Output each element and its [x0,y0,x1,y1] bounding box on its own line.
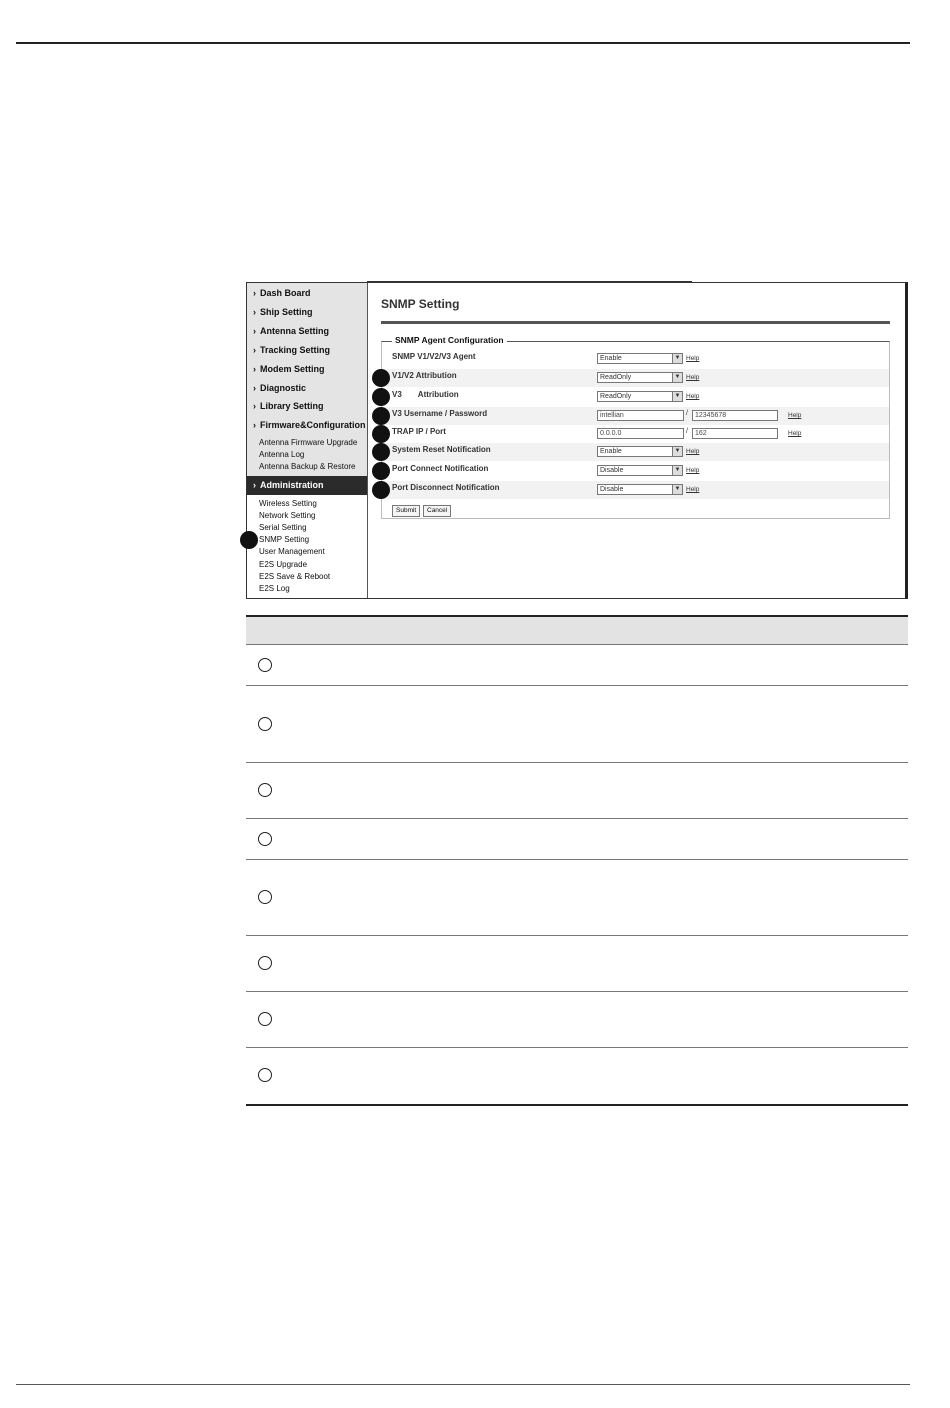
chevron-right-icon: › [253,480,256,490]
callout-marker-icon [372,425,390,443]
dropdown-arrow-icon: ▼ [672,485,682,494]
callout-marker-icon [240,531,258,549]
number-circle-icon [258,717,272,731]
sidebar-item-administration[interactable]: › Administration [247,476,367,495]
callout-marker-icon [372,369,390,387]
number-circle-icon [258,832,272,846]
dropdown-arrow-icon: ▼ [672,466,682,475]
callout-marker-icon [372,462,390,480]
sidebar-item-modem-setting[interactable]: › Modem Setting [253,364,325,374]
help-link[interactable]: Help [686,448,700,455]
sidebar-sub-serial-setting[interactable]: Serial Setting [259,523,307,532]
page-title: SNMP Setting [381,297,460,311]
help-link[interactable]: Help [686,393,700,400]
separator: / [686,410,688,417]
port-connect-select[interactable]: Disable ▼ [597,465,683,476]
sidebar-sub-antenna-backup-restore[interactable]: Antenna Backup & Restore [259,462,356,471]
number-circle-icon [258,890,272,904]
sidebar-item-firmware-configuration[interactable]: › Firmware&Configuration [253,420,366,430]
sidebar-sub-e2s-upgrade[interactable]: E2S Upgrade [259,560,308,569]
callout-marker-icon [372,443,390,461]
row-snmp-agent [382,350,889,368]
v1v2-attribution-select[interactable]: ReadOnly ▼ [597,372,683,383]
number-circle-icon [258,1012,272,1026]
row-trap-ip-port [382,425,889,443]
help-link[interactable]: Help [686,467,700,474]
title-underline [381,321,890,324]
help-link[interactable]: Help [686,486,700,493]
v3-password-input[interactable]: 12345678 [692,410,778,421]
table-row [246,819,908,860]
sidebar-item-dash-board[interactable]: › Dash Board [253,288,311,298]
sidebar-sub-wireless-setting[interactable]: Wireless Setting [259,499,317,508]
table-row [246,936,908,992]
separator: / [686,428,688,435]
number-circle-icon [258,1068,272,1082]
chevron-right-icon: › [253,420,256,430]
chevron-right-icon: › [253,307,256,317]
chevron-right-icon: › [253,326,256,336]
row-v3-attribution [382,388,889,406]
sidebar-menu [247,283,367,479]
help-link[interactable]: Help [686,355,700,362]
sidebar-sub-user-management[interactable]: User Management [259,547,325,556]
sidebar-item-diagnostic[interactable]: › Diagnostic [253,383,307,393]
row-label: Port Connect Notification [392,464,489,473]
sidebar-item-ship-setting[interactable]: › Ship Setting [253,307,313,317]
sidebar-sub-antenna-log[interactable]: Antenna Log [259,450,305,459]
sidebar-item-tracking-setting[interactable]: › Tracking Setting [253,345,331,355]
dropdown-arrow-icon: ▼ [672,447,682,456]
submit-button[interactable]: Submit [392,505,420,517]
number-circle-icon [258,956,272,970]
snmp-screenshot [246,282,908,599]
main-content [368,283,905,598]
help-link[interactable]: Help [788,412,802,419]
callout-marker-icon [372,481,390,499]
chevron-right-icon: › [253,345,256,355]
fieldset-legend: SNMP Agent Configuration [392,335,507,345]
chevron-right-icon: › [253,401,256,411]
number-circle-icon [258,783,272,797]
snmp-agent-config [381,335,890,519]
top-rule [16,42,910,44]
chevron-right-icon: › [253,364,256,374]
table-row [246,1048,908,1106]
chevron-right-icon: › [253,383,256,393]
trap-ip-input[interactable]: 0.0.0.0 [597,428,684,439]
row-system-reset-notification [382,443,889,461]
sidebar-item-antenna-setting[interactable]: › Antenna Setting [253,326,329,336]
sidebar-sub-e2s-save-reboot[interactable]: E2S Save & Reboot [259,572,331,581]
table-row [246,645,908,686]
row-label: V3 Username / Password [392,409,488,418]
sidebar-sub-snmp-setting[interactable]: SNMP Setting [259,535,310,544]
row-label: Port Disconnect Notification [392,483,500,492]
row-label: System Reset Notification [392,445,491,454]
number-circle-icon [258,658,272,672]
sidebar [247,283,368,598]
row-label: V1/V2 Attribution [392,371,457,380]
table-row [246,860,908,936]
row-v1v2-attribution [382,369,889,387]
row-port-connect-notification [382,462,889,480]
callout-marker-icon [372,388,390,406]
sidebar-sub-network-setting[interactable]: Network Setting [259,511,316,520]
callout-marker-icon [372,407,390,425]
help-link[interactable]: Help [788,430,802,437]
table-row [246,992,908,1048]
dropdown-arrow-icon: ▼ [672,354,682,363]
screenshot-top-border [367,281,692,282]
table-row [246,763,908,819]
chevron-right-icon: › [253,288,256,298]
help-link[interactable]: Help [686,374,700,381]
v3-attribution-select[interactable]: ReadOnly ▼ [597,391,683,402]
sidebar-sub-antenna-firmware-upgrade[interactable]: Antenna Firmware Upgrade [259,438,358,447]
sidebar-item-library-setting[interactable]: › Library Setting [253,401,324,411]
system-reset-select[interactable]: Enable ▼ [597,446,683,457]
trap-port-input[interactable]: 162 [692,428,778,439]
v3-username-input[interactable]: intellian [597,410,684,421]
dropdown-arrow-icon: ▼ [672,392,682,401]
table-header [246,615,908,645]
port-disconnect-select[interactable]: Disable ▼ [597,484,683,495]
row-label: TRAP IP / Port [392,427,446,436]
cancel-button[interactable]: Cancel [423,505,451,517]
table-row [246,686,908,763]
row-v3-username-password [382,407,889,425]
row-port-disconnect-notification [382,481,889,499]
agent-select[interactable]: Enable ▼ [597,353,683,364]
dropdown-arrow-icon: ▼ [672,373,682,382]
row-label: SNMP V1/V2/V3 Agent [392,352,476,361]
row-label: V3 Attribution [392,390,459,399]
bottom-rule [16,1384,910,1385]
sidebar-sub-e2s-log[interactable]: E2S Log [259,584,290,593]
